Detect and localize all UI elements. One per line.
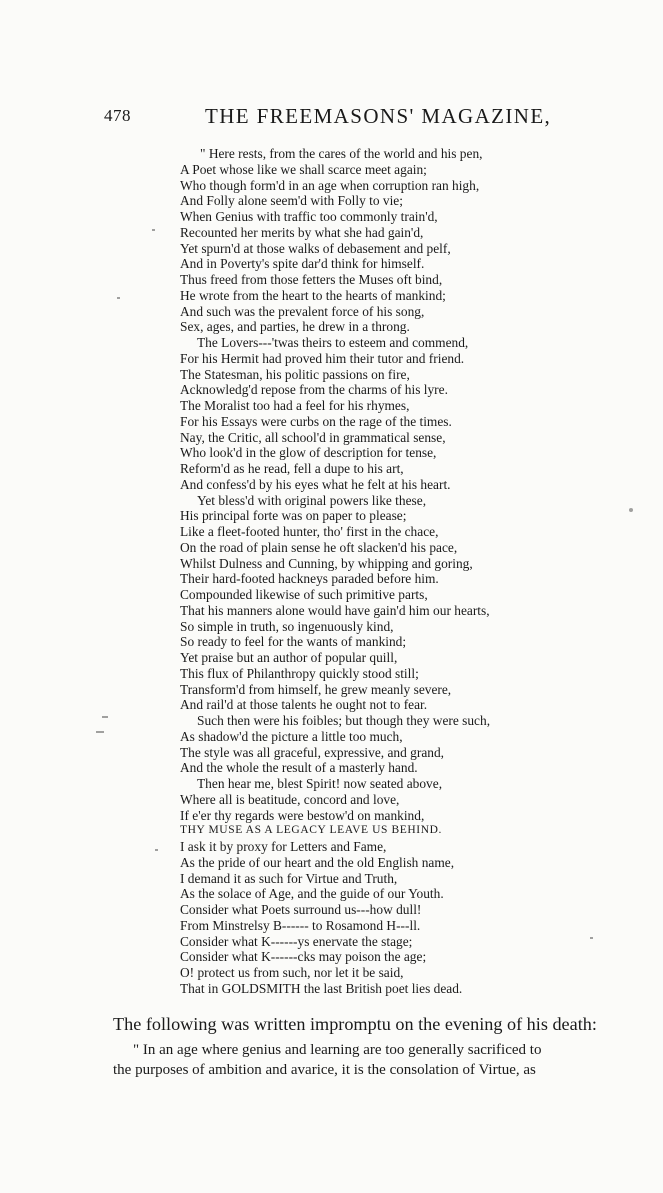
poem-line: When Genius with traffic too commonly train'd,	[180, 209, 438, 224]
poem-line: " Here rests, from the cares of the world and his pen,	[200, 146, 483, 161]
margin-speck	[155, 849, 158, 851]
margin-speck	[102, 716, 108, 718]
prose-line: " In an age where genius and learning are too generally sacrificed to	[133, 1042, 542, 1058]
prose-line: the purposes of ambition and avarice, it is the consolation of Virtue, as	[113, 1062, 536, 1078]
poem-line: If e'er thy regards were bestow'd on mankind,	[180, 807, 425, 823]
poem-line: Their hard-footed hackneys paraded before him.	[180, 571, 439, 587]
poem-line: The Statesman, his politic passions on fire,	[180, 366, 410, 382]
prose-heading: The following was written impromptu on the evening of his death:	[113, 1014, 597, 1034]
poem-line: For his Essays were curbs on the rage of the times.	[180, 413, 452, 429]
poem-line: As the pride of our heart and the old English name,	[180, 854, 455, 870]
poem-line: The Lovers---'twas theirs to esteem and commend,	[197, 335, 469, 350]
poem-block	[180, 146, 580, 997]
poem-line: His principal forte was on paper to please;	[180, 508, 407, 524]
margin-speck	[117, 297, 120, 299]
poem-line: Consider what K------ys enervate the stage;	[180, 933, 413, 949]
poem-line: Such then were his foibles; but though they were such,	[197, 713, 491, 728]
poem-line: And Folly alone seem'd with Folly to vie;	[180, 193, 403, 209]
poem-line: A Poet whose like we shall scarce meet again;	[180, 161, 427, 177]
poem-line: I ask it by proxy for Letters and Fame,	[180, 839, 387, 854]
poem-line: On the road of plain sense he oft slacken'd his pace,	[180, 539, 458, 555]
poem-line: Compounded likewise of such primitive parts,	[180, 587, 428, 602]
poem-line: As shadow'd the picture a little too much,	[180, 728, 403, 744]
poem-line: From Minstrelsy B------ to Rosamond H---ll.	[180, 917, 421, 933]
poem-line: Yet praise but an author of popular quill,	[180, 650, 398, 665]
poem-line: Consider what K------cks may poison the age;	[180, 949, 427, 965]
poem-line: Yet bless'd with original powers like these,	[197, 492, 427, 508]
poem-line: Then hear me, blest Spirit! now seated above,	[197, 776, 443, 791]
poem-line: I demand it as such for Virtue and Truth,	[180, 870, 398, 886]
prose-block	[113, 1040, 653, 1080]
poem-line: Yet spurn'd at those walks of debasement and pelf,	[180, 240, 451, 256]
poem-line: For his Hermit had proved him their tutor and friend.	[180, 350, 465, 366]
poem-line: Consider what Poets surround us---how dull!	[180, 902, 422, 917]
poem-line: And confess'd by his eyes what he felt at his heart.	[180, 476, 451, 492]
poem-line: That in GOLDSMITH the last British poet lies dead.	[180, 980, 463, 996]
poem-line: Acknowledg'd repose from the charms of his lyre.	[180, 382, 448, 398]
poem-line: Who though form'd in an age when corruption ran high,	[180, 177, 480, 193]
margin-speck	[96, 731, 104, 733]
margin-speck	[629, 508, 633, 512]
poem-line: So ready to feel for the wants of mankind;	[180, 634, 407, 650]
poem-line: Nay, the Critic, all school'd in grammatical sense,	[180, 429, 446, 445]
poem-line: Where all is beatitude, concord and love,	[180, 791, 400, 807]
poem-line: As the solace of Age, and the guide of our Youth.	[180, 886, 444, 902]
running-title: THE FREEMASONS' MAGAZINE,	[205, 104, 552, 128]
poem-line: Sex, ages, and parties, he drew in a throng.	[180, 319, 410, 335]
poem-line: And in Poverty's spite dar'd think for himself.	[180, 256, 425, 272]
poem-line: And such was the prevalent force of his song,	[180, 303, 425, 319]
margin-speck	[152, 229, 155, 231]
poem-line: He wrote from the heart to the hearts of mankind;	[180, 287, 446, 303]
poem-line: Thus freed from those fetters the Muses oft bind,	[180, 272, 443, 287]
poem-line: Whilst Dulness and Cunning, by whipping and goring,	[180, 555, 473, 571]
poem-line: Reform'd as he read, fell a dupe to his art,	[180, 461, 404, 476]
poem-line: And rail'd at those talents he ought not to fear.	[180, 697, 428, 713]
poem-line: Recounted her merits by what she had gain'd,	[180, 224, 424, 240]
margin-speck	[590, 937, 593, 939]
poem-line: Who look'd in the glow of description for tense,	[180, 445, 437, 461]
poem-line: THY MUSE AS A LEGACY LEAVE US BEHIND.	[180, 824, 443, 837]
poem-line: This flux of Philanthropy quickly stood still;	[180, 665, 419, 681]
poem-line: That his manners alone would have gain'd him our hearts,	[180, 602, 490, 618]
poem-line: The Moralist too had a feel for his rhymes,	[180, 398, 410, 413]
page-number: 478	[104, 106, 131, 125]
poem-line: And the whole the result of a masterly hand.	[180, 760, 418, 776]
poem-line: Like a fleet-footed hunter, tho' first in the chace,	[180, 524, 439, 539]
poem-line: Transform'd from himself, he grew meanly severe,	[180, 681, 452, 697]
poem-line: So simple in truth, so ingenuously kind,	[180, 618, 394, 634]
poem-line: O! protect us from such, nor let it be said,	[180, 965, 404, 980]
poem-line: The style was all graceful, expressive, and grand,	[180, 744, 444, 760]
